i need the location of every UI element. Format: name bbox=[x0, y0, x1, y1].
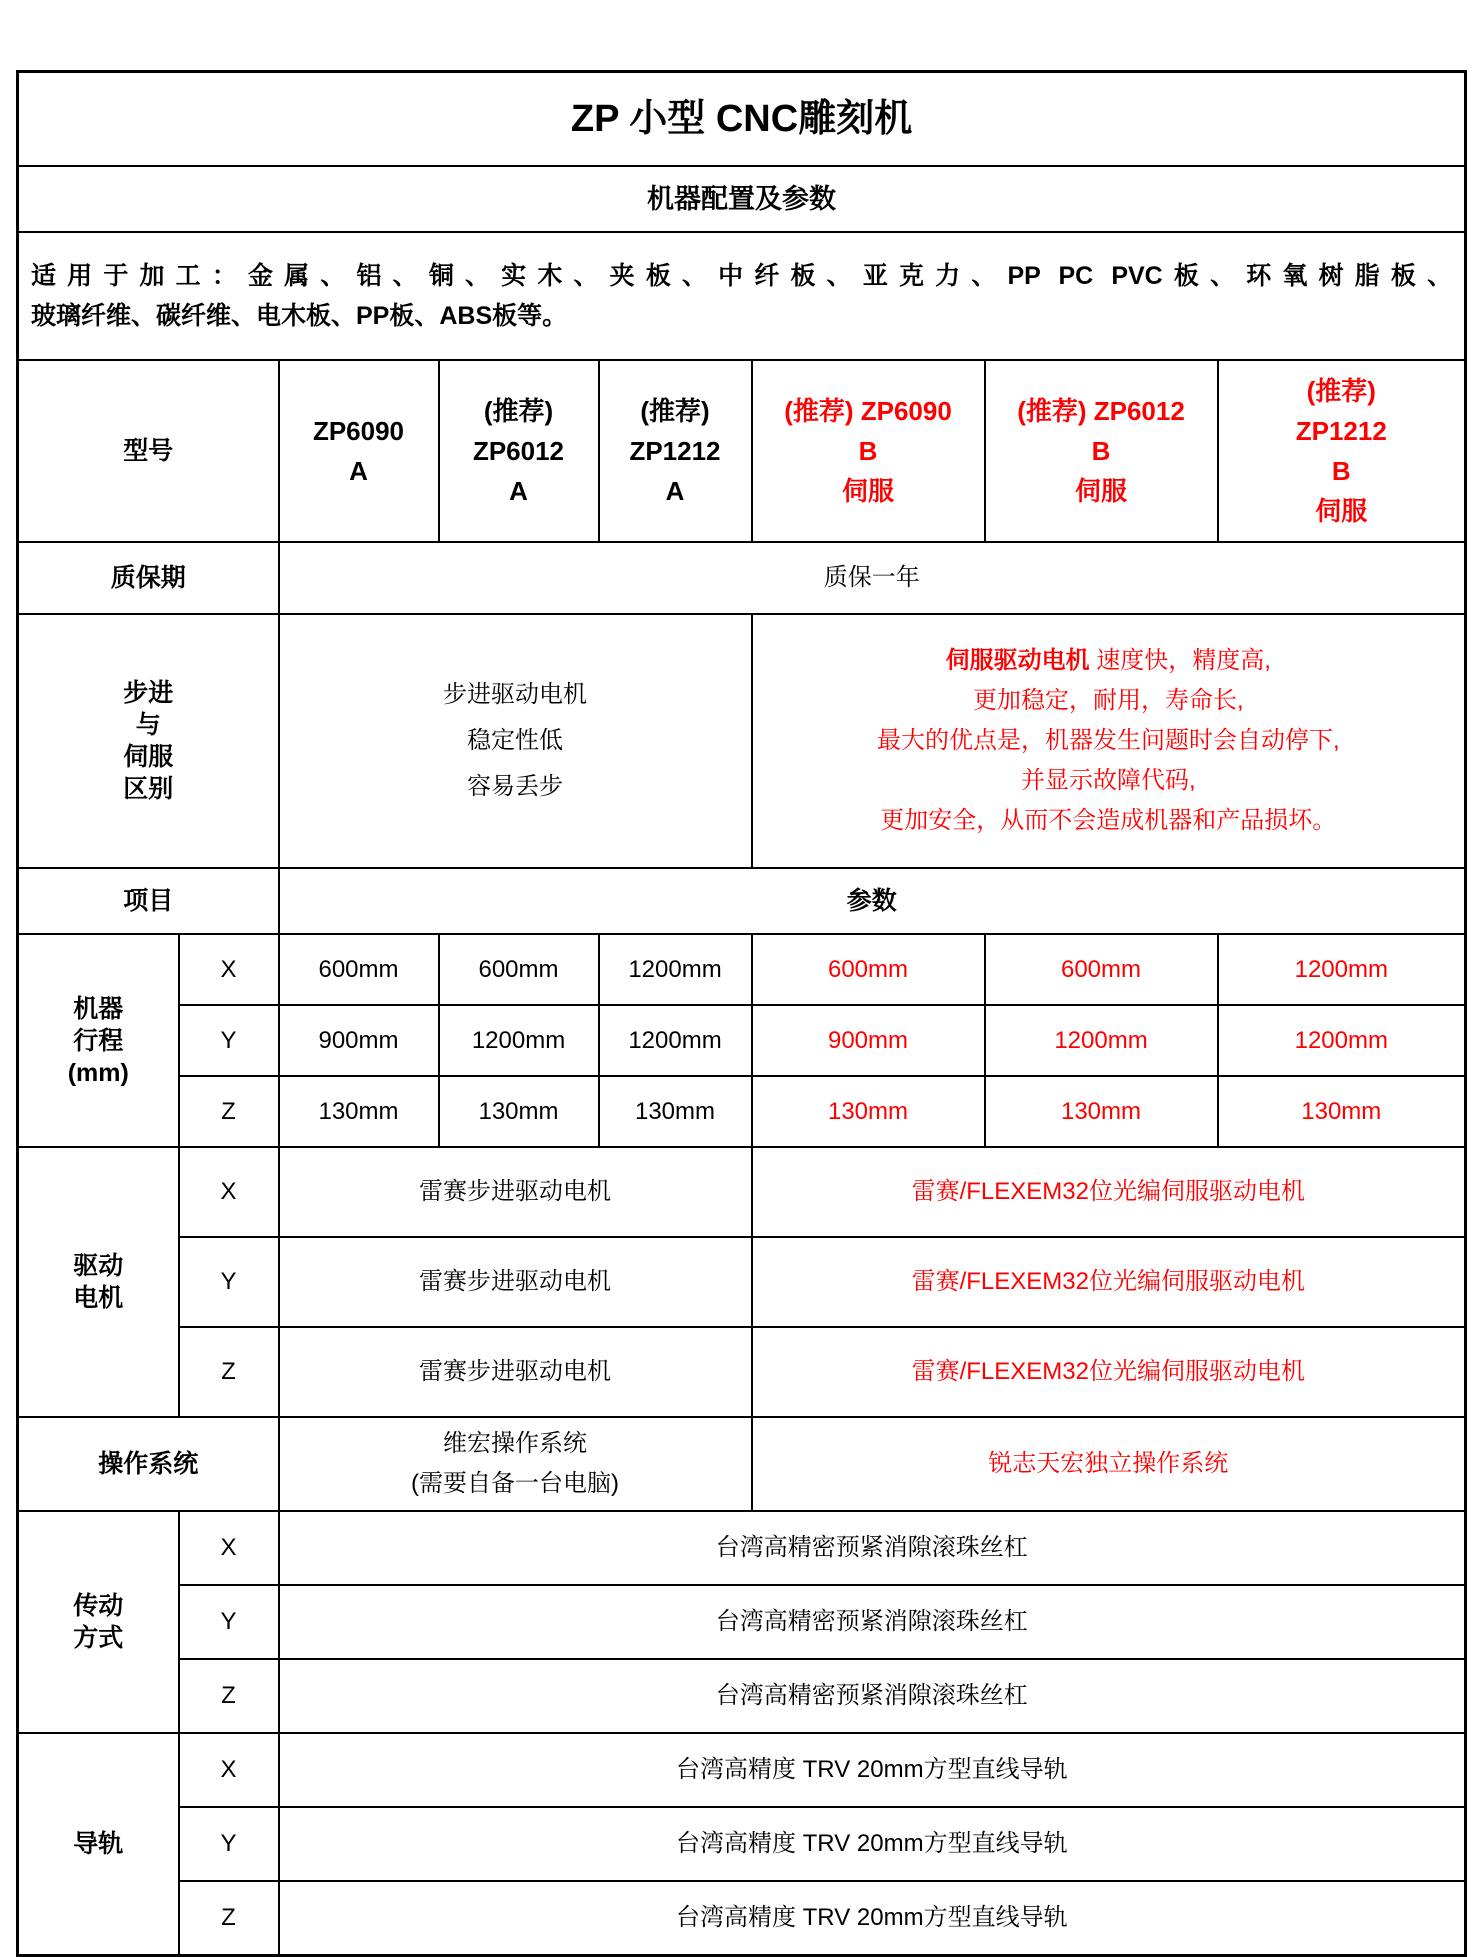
transmission-label: 传动 方式 bbox=[18, 1511, 179, 1733]
rail-axis-y: Y bbox=[179, 1807, 279, 1881]
rail-y-value: 台湾高精度 TRV 20mm方型直线导轨 bbox=[279, 1807, 1466, 1881]
servo-description: 伺服驱动电机 速度快，精度高, 更加稳定，耐用，寿命长, 最大的优点是，机器发生问题时会自动停下, 并显示故障代码, 更加安全，从而不会造成机器和产品损坏。 bbox=[752, 614, 1466, 868]
travel-axis-x: X bbox=[179, 934, 279, 1005]
travel-label: 机器 行程 (mm) bbox=[18, 934, 179, 1147]
travel-x-value: 600mm bbox=[985, 934, 1218, 1005]
travel-y-value: 1200mm bbox=[599, 1005, 752, 1076]
transmission-x-value: 台湾高精密预紧消隙滚珠丝杠 bbox=[279, 1511, 1466, 1585]
materials-line1: 适用于加工：金属、铝、铜、实木、夹板、中纤板、亚克力、PP PC PVC板、环氧树脂板、 bbox=[31, 262, 1453, 290]
transmission-axis-y: Y bbox=[179, 1585, 279, 1659]
travel-y-value: 900mm bbox=[279, 1005, 439, 1076]
drive-axis-y: Y bbox=[179, 1237, 279, 1327]
travel-z-value: 130mm bbox=[1218, 1076, 1466, 1147]
model-row-label: 型号 bbox=[18, 360, 279, 542]
os-label: 操作系统 bbox=[18, 1417, 279, 1511]
doc-title: ZP 小型 CNC雕刻机 bbox=[18, 72, 1466, 167]
travel-x-value: 1200mm bbox=[599, 934, 752, 1005]
rail-axis-z: Z bbox=[179, 1881, 279, 1956]
travel-x-value: 600mm bbox=[439, 934, 599, 1005]
section-param-label: 参数 bbox=[279, 868, 1466, 934]
transmission-y-value: 台湾高精密预紧消隙滚珠丝杠 bbox=[279, 1585, 1466, 1659]
travel-z-value: 130mm bbox=[279, 1076, 439, 1147]
model-zp6012b-servo: (推荐) ZP6012 B 伺服 bbox=[985, 360, 1218, 542]
rail-label: 导轨 bbox=[18, 1733, 179, 1956]
drive-label: 驱动 电机 bbox=[18, 1147, 179, 1417]
drive-z-servo: 雷赛/FLEXEM32位光编伺服驱动电机 bbox=[752, 1327, 1466, 1417]
travel-y-value: 1200mm bbox=[985, 1005, 1218, 1076]
spec-table bbox=[16, 70, 1467, 1957]
transmission-axis-z: Z bbox=[179, 1659, 279, 1733]
materials-note bbox=[18, 232, 1466, 360]
travel-y-value: 1200mm bbox=[439, 1005, 599, 1076]
doc-subtitle: 机器配置及参数 bbox=[18, 166, 1466, 232]
warranty-label: 质保期 bbox=[18, 542, 279, 614]
travel-x-value: 1200mm bbox=[1218, 934, 1466, 1005]
travel-x-value: 600mm bbox=[752, 934, 985, 1005]
rail-z-value: 台湾高精度 TRV 20mm方型直线导轨 bbox=[279, 1881, 1466, 1956]
warranty-value: 质保一年 bbox=[279, 542, 1466, 614]
travel-z-value: 130mm bbox=[752, 1076, 985, 1147]
drive-y-stepper: 雷赛步进驱动电机 bbox=[279, 1237, 752, 1327]
travel-axis-z: Z bbox=[179, 1076, 279, 1147]
drive-y-servo: 雷赛/FLEXEM32位光编伺服驱动电机 bbox=[752, 1237, 1466, 1327]
materials-line2: 玻璃纤维、碳纤维、电木板、PP板、ABS板等。 bbox=[31, 302, 568, 330]
servo-lead: 伺服驱动电机 bbox=[945, 647, 1090, 674]
model-zp6090b-servo: (推荐) ZP6090 B 伺服 bbox=[752, 360, 985, 542]
drive-z-stepper: 雷赛步进驱动电机 bbox=[279, 1327, 752, 1417]
stepper-description: 步进驱动电机 稳定性低 容易丢步 bbox=[279, 614, 752, 868]
model-zp6090a: ZP6090 A bbox=[279, 360, 439, 542]
travel-axis-y: Y bbox=[179, 1005, 279, 1076]
travel-z-value: 130mm bbox=[439, 1076, 599, 1147]
drive-x-servo: 雷赛/FLEXEM32位光编伺服驱动电机 bbox=[752, 1147, 1466, 1237]
drive-axis-z: Z bbox=[179, 1327, 279, 1417]
rail-axis-x: X bbox=[179, 1733, 279, 1807]
drive-axis-x: X bbox=[179, 1147, 279, 1237]
travel-x-value: 600mm bbox=[279, 934, 439, 1005]
model-zp1212b-servo: (推荐) ZP1212 B 伺服 bbox=[1218, 360, 1466, 542]
travel-y-value: 1200mm bbox=[1218, 1005, 1466, 1076]
transmission-axis-x: X bbox=[179, 1511, 279, 1585]
drive-x-stepper: 雷赛步进驱动电机 bbox=[279, 1147, 752, 1237]
travel-z-value: 130mm bbox=[599, 1076, 752, 1147]
travel-z-value: 130mm bbox=[985, 1076, 1218, 1147]
section-item-label: 项目 bbox=[18, 868, 279, 934]
travel-y-value: 900mm bbox=[752, 1005, 985, 1076]
os-right: 锐志天宏独立操作系统 bbox=[752, 1417, 1466, 1511]
model-zp6012a: (推荐) ZP6012 A bbox=[439, 360, 599, 542]
stepper-servo-label: 步进 与 伺服 区别 bbox=[18, 614, 279, 868]
rail-x-value: 台湾高精度 TRV 20mm方型直线导轨 bbox=[279, 1733, 1466, 1807]
transmission-z-value: 台湾高精密预紧消隙滚珠丝杠 bbox=[279, 1659, 1466, 1733]
os-left: 维宏操作系统 (需要自备一台电脑) bbox=[279, 1417, 752, 1511]
model-zp1212a: (推荐) ZP1212 A bbox=[599, 360, 752, 542]
